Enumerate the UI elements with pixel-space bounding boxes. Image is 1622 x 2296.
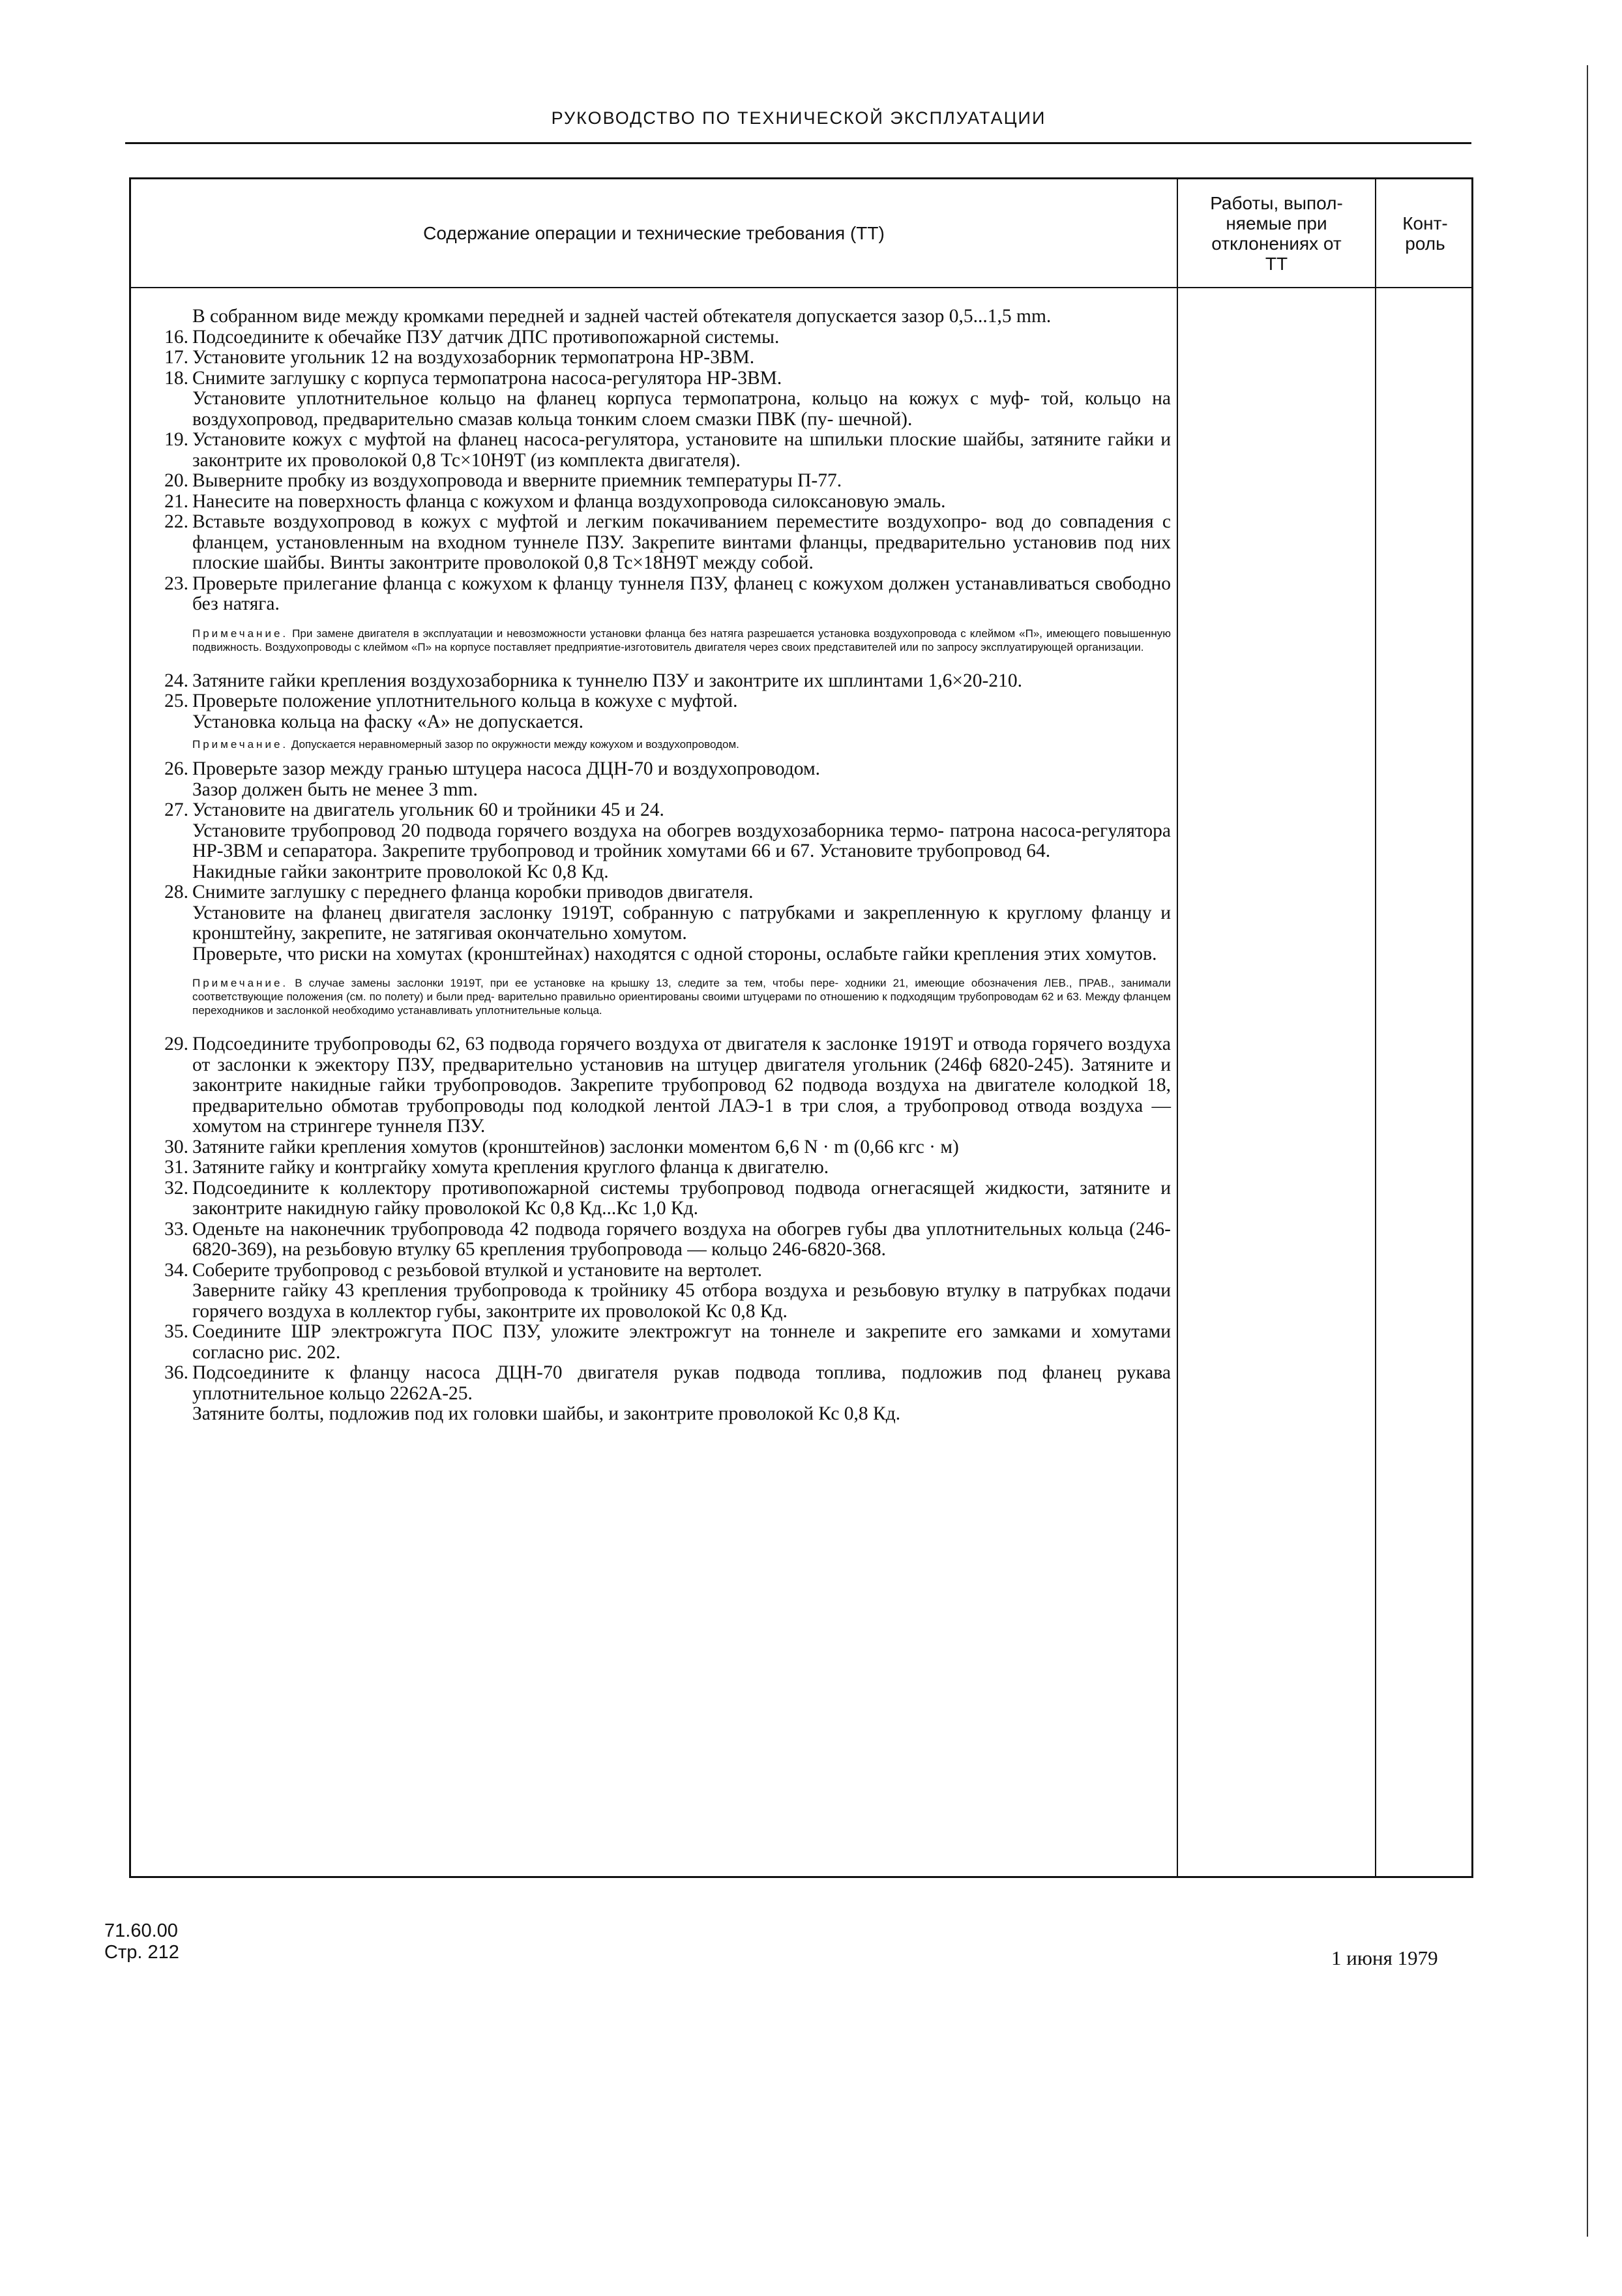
step-23: 23. Проверьте прилегание фланца с кожухом к фланцу туннеля ПЗУ, фланец с кожухом должен устанавливаться свободно без натяга. <box>164 573 1171 614</box>
step-32: 32. Подсоедините к коллектору противопожарной системы трубопровод подвода огнегасящей жидкости, затяните и законтрите накидную гайку проволокой Кс 0,8 Кд...Кс 1,0 Кд. <box>164 1177 1171 1219</box>
section-code: 71.60.00 <box>104 1920 178 1941</box>
step-25: 25. Проверьте положение уплотнительного кольца в кожухе с муфтой. Установка кольца на фаску «А» не допускается. <box>164 691 738 732</box>
note-1: Примечание. При замене двигателя в эксплуатации и невозможности установки фланца без натяга разрешается установка воздухопровода с клеймом «П», имеющего повышенную подвижность. Воздухопроводы с клеймом «П» на корпусе поставляет предприятие-изготовитель двигателя через своих представителей или по запросу эксплуатирующей организации. <box>192 627 1171 653</box>
note-3: Примечание. В случае замены заслонки 1919Т, при ее установке на крышку 13, следите за тем, чтобы пере- ходники 21, имеющие обозначения ЛЕВ., ПРАВ., занимали соответствующие положения (см. по полету) и были пред- варительно правильно ориентированы своими штуцерами по отношению к подходящим трубопроводам 62 и 63. Между фланцем переходников и заслонкой необходимо устанавливать уплотнительные кольца. <box>192 977 1171 1017</box>
step-20: 20. Выверните пробку из воздухопровода и вверните приемник температуры П-77. <box>164 470 842 491</box>
page-edge-line <box>1587 65 1588 2237</box>
step-29: 29. Подсоедините трубопроводы 62, 63 подвода горячего воздуха от двигателя к заслонке 1919Т и отвода горячего воздуха от заслонки к эжектору ПЗУ, предварительно установив на штуцер двигателя угольник (246ф 6820-245). Затяните и законтрите накидные гайки трубопроводов. Закрепите трубопровод 62 подвода воздуха на двигателе колодкой 18, предварительно обмотав трубопроводы под колодкой лентой ЛАЭ-1 в три слоя, а трубопровод отвода воздуха — хомутом на стрингере туннеля ПЗУ. <box>164 1034 1171 1137</box>
step-24: 24. Затяните гайки крепления воздухозаборника к туннелю ПЗУ и законтрите их шплинтами 1,6×20-210. <box>164 670 1022 691</box>
footer-section-code <box>104 1920 179 1963</box>
step-30: 30. Затяните гайки крепления хомутов (кронштейнов) заслонки моментом 6,6 N · m (0,66 кгс · м) <box>164 1136 959 1157</box>
intro-paragraph: В собранном виде между кромками передней и задней частей обтекателя допускается зазор 0,5...1,5 mm. <box>192 306 1052 327</box>
step-19: 19. Установите кожух с муфтой на фланец насоса-регулятора, установите на шпильки плоские шайбы, затяните гайки и законтрите их проволокой 0,8 Тс×10Н9Т (из комплекта двигателя). <box>164 429 1171 471</box>
step-17: 17. Установите угольник 12 на воздухозаборник термопатрона НР-3ВМ. <box>164 347 755 368</box>
step-36: 36. Подсоедините к фланцу насоса ДЦН-70 двигателя рукав подвода топлива, подложив под фланец рукава уплотнительное кольцо 2262А-25. Затяните болты, подложив под их головки шайбы, и законтрите проволокой Кс 0,8 Кд. <box>164 1362 1171 1424</box>
operations-table <box>129 177 1473 1878</box>
note-2: Примечание. Допускается неравномерный зазор по окружности между кожухом и воздухопроводом. <box>192 738 739 751</box>
column-header-deviation <box>1178 179 1375 287</box>
operation-steps <box>131 306 1171 1425</box>
step-27: 27. Установите на двигатель угольник 60 и тройники 45 и 24. Установите трубопровод 20 подвода горячего воздуха на обогрев воздухозаборника термо- патрона насоса-регулятора НР-3ВМ и сепаратора. Закрепите трубопровод и тройник хомутами 66 и 67. Установите трубопровод 64. Накидные гайки законтрите проволокой Кс 0,8 Кд. <box>164 799 1171 882</box>
step-21: 21. Нанесите на поверхность фланца с кожухом и фланца воздухопровода силоксановую эмаль. <box>164 490 946 512</box>
step-34: 34. Соберите трубопровод с резьбовой втулкой и установите на вертолет. Заверните гайку 43 крепления трубопровода к тройнику 45 отбора воздуха и резьбовую втулку в патрубках подачи горячего воздуха в коллектор губы, законтрите их проволокой Кс 0,8 Кд. <box>164 1259 1171 1322</box>
step-31: 31. Затяните гайку и контргайку хомута крепления круглого фланца к двигателю. <box>164 1157 829 1178</box>
column-divider <box>1375 179 1376 1876</box>
step-22: 22. Вставьте воздухопровод в кожух с муфтой и легким покачиванием переместите воздухопро- вод до совпадения с фланцем, установленным на входном туннеле ПЗУ. Закрепите винтами фланцы, предварительно установив под них плоские шайбы. Винты законтрите проволокой 0,8 Тс×18Н9Т между собой. <box>164 511 1171 573</box>
step-33: 33. Оденьте на наконечник трубопровода 42 подвода горячего воздуха на обогрев губы два уплотнительных кольца (246-6820-369), на резьбовую втулку 65 крепления трубопровода — кольцо 246-6820-368. <box>164 1218 1171 1260</box>
step-16: 16. Подсоедините к обечайке ПЗУ датчик ДПС противопожарной системы. <box>164 326 780 348</box>
column-header-deviation-label: Работы, выпол- няемые при отклонениях от ТТ <box>1210 192 1343 274</box>
step-35: 35. Соедините ШР электрожгута ПОС ПЗУ, уложите электрожгут на тоннеле и закрепите его замками и хомутами согласно рис. 202. <box>164 1321 1171 1363</box>
step-28: 28. Снимите заглушку с переднего фланца коробки приводов двигателя. Установите на фланец двигателя заслонку 1919Т, собранную с патрубками и закрепленную к круглому фланцу и кронштейну, закрепите, не затягивая окончательно хомутом. Проверьте, что риски на хомутах (кронштейнах) находятся с одной стороны, ослабьте гайки крепления этих хомутов. <box>164 882 1171 964</box>
step-18: 18. Снимите заглушку с корпуса термопатрона насоса-регулятора НР-3ВМ. Установите уплотнительное кольцо на фланец корпуса термопатрона, кольцо на кожух с муф- той, кольцо на воздухопровод, предварительно смазав кольца тонким слоем смазки ПВК (пу- шечной). <box>164 367 1171 430</box>
page-number: Стр. 212 <box>104 1942 179 1963</box>
column-header-content: Содержание операции и технические требования (ТТ) <box>423 223 885 243</box>
revision-date: 1 июня 1979 <box>1331 1946 1438 1969</box>
header-row-rule <box>131 287 1471 288</box>
header-rule <box>125 142 1471 144</box>
column-header-control-label: Конт- роль <box>1402 213 1448 254</box>
step-26: 26. Проверьте зазор между гранью штуцера насоса ДЦН-70 и воздухопроводом. Зазор должен быть не менее 3 mm. <box>164 758 820 800</box>
column-header-control <box>1376 179 1474 287</box>
column-divider <box>1177 179 1178 1876</box>
running-header: РУКОВОДСТВО ПО ТЕХНИЧЕСКОЙ ЭКСПЛУАТАЦИИ <box>551 108 1046 128</box>
